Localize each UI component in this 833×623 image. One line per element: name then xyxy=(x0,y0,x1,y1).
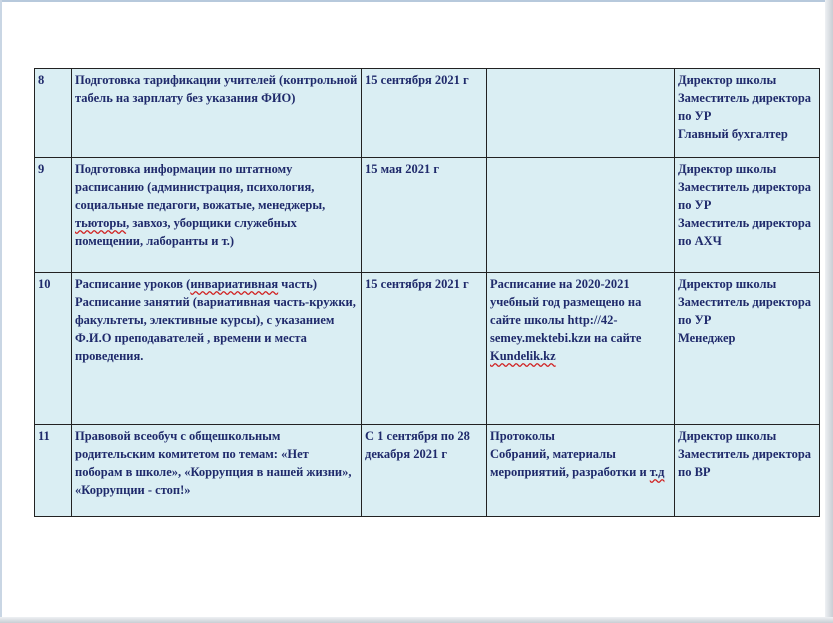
row-number: 8 xyxy=(35,69,72,158)
responsible-line: Главный бухгалтер xyxy=(678,127,788,141)
row-number: 9 xyxy=(35,158,72,273)
table-row xyxy=(35,273,820,425)
task-cell xyxy=(72,158,362,273)
task-cell: Правовой всеобуч с общешкольным родительским комитетом по темам: «Нет поборам в школе», «Коррупция в нашей жизни», «Коррупции - стоп!» xyxy=(72,425,362,517)
page-shadow-bottom xyxy=(0,617,833,623)
responsible-line: Менеджер xyxy=(678,331,736,345)
task-text: Расписание уроков ( xyxy=(75,277,191,291)
table-row xyxy=(35,158,820,273)
deadline-cell: 15 сентября 2021 г xyxy=(362,69,487,158)
table-row xyxy=(35,69,820,158)
responsible-line: Директор школы xyxy=(678,429,777,443)
task-cell xyxy=(72,273,362,425)
deadline-cell: С 1 сентября по 28 декабря 2021 г xyxy=(362,425,487,517)
row-number: 11 xyxy=(35,425,72,517)
result-line xyxy=(490,445,671,481)
responsible-line: Заместитель директора по ВР xyxy=(678,447,812,479)
row-number: 10 xyxy=(35,273,72,425)
page-frame-top xyxy=(0,0,833,2)
page-frame-left xyxy=(0,0,2,623)
result-cell xyxy=(487,158,675,273)
responsible-cell xyxy=(675,158,820,273)
result-text: Расписание на 2020-2021 учебный год размещено на сайте школы http://42-semey.mektebi.kzи на сайте xyxy=(490,277,642,345)
task-text-misspelled: тьюторы xyxy=(75,216,127,230)
result-link: Kundelik.kz xyxy=(490,349,556,363)
result-line: Протоколы xyxy=(490,429,555,443)
responsible-line: Заместитель директора по АХЧ xyxy=(678,216,812,248)
responsible-line: Заместитель директора по УР xyxy=(678,295,812,327)
result-text: Собраний, материалы мероприятий, разработки и xyxy=(490,447,650,479)
responsible-line: Директор школы xyxy=(678,277,777,291)
task-cell: Подготовка тарификации учителей (контрольной табель на зарплату без указания ФИО) xyxy=(72,69,362,158)
task-text: часть) Расписание занятий (вариативная часть-кружки, факультеты, элективные курсы), с указанием Ф.И.О преподавателей , времени и места проведения. xyxy=(75,277,356,363)
responsible-line: Заместитель директора по УР xyxy=(678,180,812,212)
result-cell xyxy=(487,425,675,517)
responsible-cell xyxy=(675,425,820,517)
task-text-misspelled: инвариативная xyxy=(190,277,279,291)
responsible-cell xyxy=(675,69,820,158)
responsible-line: Директор школы xyxy=(678,73,777,87)
deadline-cell: 15 сентября 2021 г xyxy=(362,273,487,425)
task-text: , завхоз, уборщики служебных помещении, лаборанты и т.) xyxy=(75,216,297,248)
task-text: Подготовка информации по штатному расписанию (администрация, психология, социальные педагоги, вожатые, менеджеры, xyxy=(75,162,326,212)
responsible-line: Директор школы xyxy=(678,162,777,176)
result-text-misspelled: т.д xyxy=(649,465,665,479)
plan-table xyxy=(34,68,820,517)
responsible-line: Заместитель директора по УР xyxy=(678,91,812,123)
responsible-cell xyxy=(675,273,820,425)
page-shadow-right xyxy=(825,0,833,623)
table-row xyxy=(35,425,820,517)
result-cell xyxy=(487,69,675,158)
result-cell xyxy=(487,273,675,425)
deadline-cell: 15 мая 2021 г xyxy=(362,158,487,273)
